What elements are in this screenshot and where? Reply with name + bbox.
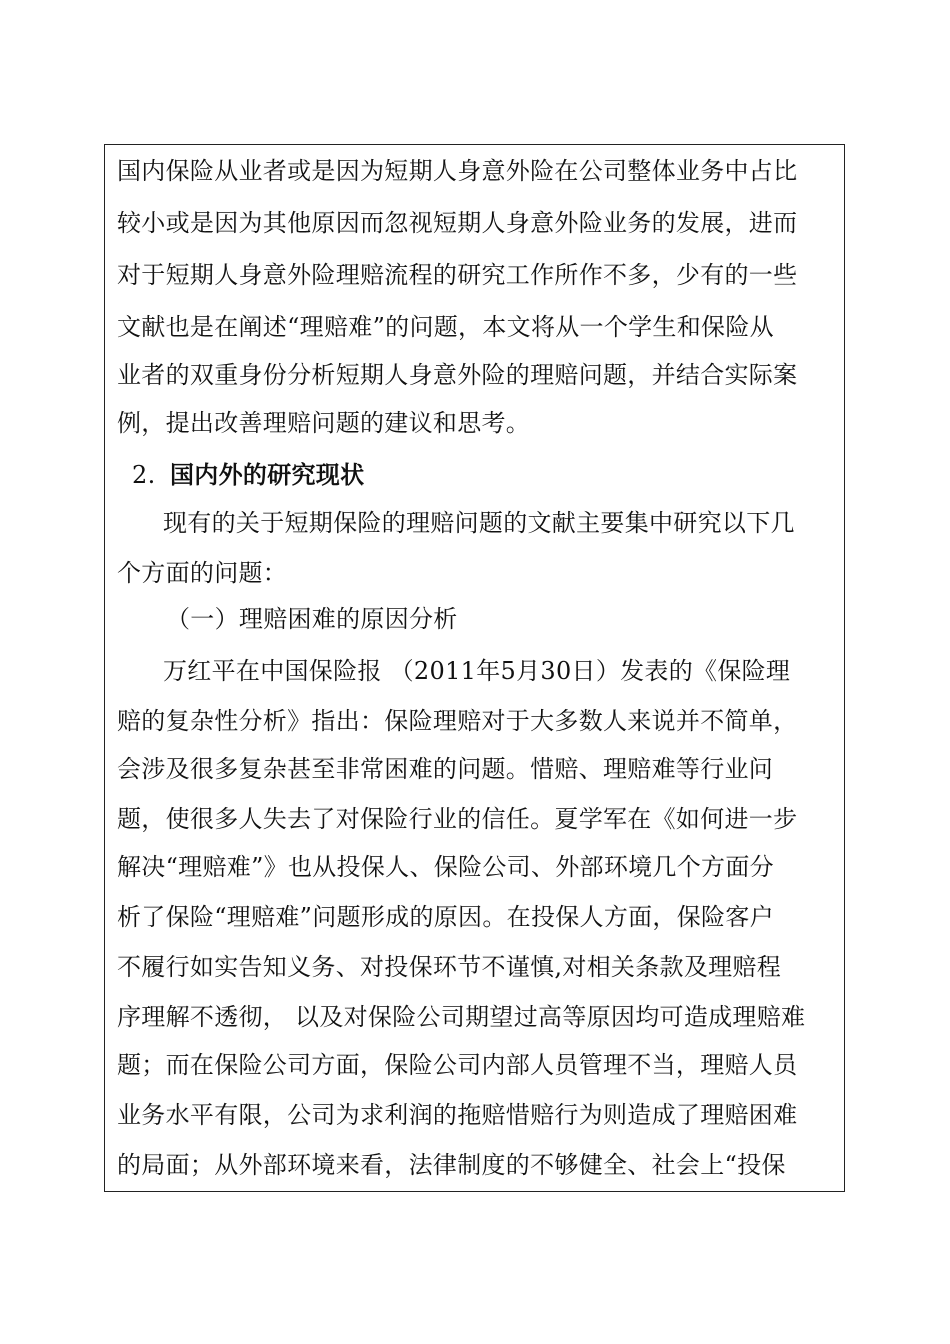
paragraph-line: 例，提出改善理赔问题的建议和思考。 — [117, 409, 531, 437]
section-number: 2. — [132, 461, 156, 489]
section-heading — [132, 460, 364, 490]
paragraph-line: 较小或是因为其他原因而忽视短期人身意外险业务的发展，进而 — [117, 209, 798, 237]
body-line: 不履行如实告知义务、对投保环节不谨慎,对相关条款及理赔程 — [117, 953, 782, 981]
body-line: 解决“理赔难”》也从投保人、保险公司、外部环境几个方面分 — [117, 853, 774, 881]
body-line: 序理解不透彻， 以及对保险公司期望过高等原因均可造成理赔难 — [117, 1003, 806, 1031]
paragraph-line: 对于短期人身意外险理赔流程的研究工作所作不多，少有的一些 — [117, 261, 798, 289]
intro-line: 现有的关于短期保险的理赔问题的文献主要集中研究以下几 — [163, 509, 795, 537]
intro-line: 个方面的问题： — [117, 559, 288, 587]
paragraph-line: 国内保险从业者或是因为短期人身意外险在公司整体业务中占比 — [117, 157, 798, 185]
section-title: 国内外的研究现状 — [170, 460, 365, 489]
body-line: 会涉及很多复杂甚至非常困难的问题。惜赔、理赔难等行业问 — [117, 755, 774, 783]
body-line: 题，使很多人失去了对保险行业的信任。夏学军在《如何进一步 — [117, 805, 798, 833]
body-line: 题；而在保险公司方面，保险公司内部人员管理不当，理赔人员 — [117, 1051, 798, 1079]
body-line: 万红平在中国保险报 （2011年5月30日）发表的《保险理 — [163, 657, 791, 685]
body-line: 的局面；从外部环境来看，法律制度的不够健全、社会上“投保 — [117, 1151, 786, 1179]
paragraph-line: 业者的双重身份分析短期人身意外险的理赔问题，并结合实际案 — [117, 361, 798, 389]
body-line: 析了保险“理赔难”问题形成的原因。在投保人方面，保险客户 — [117, 903, 774, 931]
body-line: 业务水平有限，公司为求利润的拖赔惜赔行为则造成了理赔困难 — [117, 1101, 798, 1129]
body-line: 赔的复杂性分析》指出：保险理赔对于大多数人来说并不简单， — [117, 707, 798, 735]
subsection-heading: （一）理赔困难的原因分析 — [166, 605, 458, 633]
paragraph-line: 文献也是在阐述“理赔难”的问题，本文将从一个学生和保险从 — [117, 313, 774, 341]
